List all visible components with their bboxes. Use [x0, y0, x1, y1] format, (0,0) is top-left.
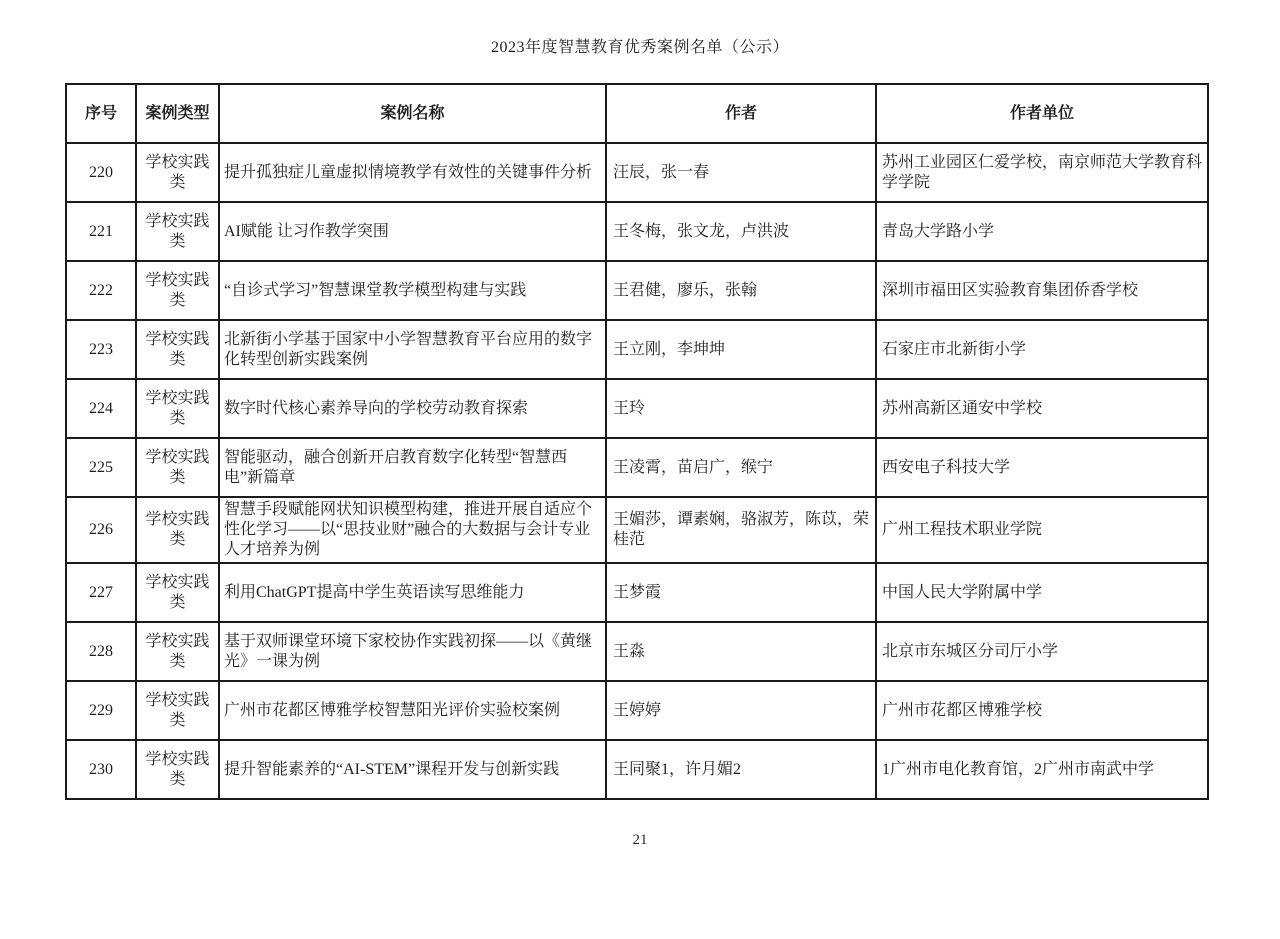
table-row — [66, 438, 1208, 497]
cell-organization: 苏州工业园区仁爱学校，南京师范大学教育科学学院 — [876, 143, 1208, 202]
table-row — [66, 202, 1208, 261]
table-row — [66, 740, 1208, 799]
cell-serial: 228 — [66, 622, 136, 681]
cell-case-name: 数字时代核心素养导向的学校劳动教育探索 — [219, 379, 606, 438]
col-header-case-type: 案例类型 — [136, 84, 219, 143]
cell-case-type: 学校实践类 — [136, 320, 219, 379]
cell-authors: 王淼 — [606, 622, 876, 681]
table-row — [66, 143, 1208, 202]
cell-case-name: 智能驱动，融合创新开启教育数字化转型“智慧西电”新篇章 — [219, 438, 606, 497]
cell-case-name: 提升孤独症儿童虚拟情境教学有效性的关键事件分析 — [219, 143, 606, 202]
cell-organization: 石家庄市北新街小学 — [876, 320, 1208, 379]
table-row — [66, 497, 1208, 563]
cell-authors: 王媚莎，谭素娴，骆淑芳，陈苡，荣桂范 — [606, 497, 876, 563]
cell-serial: 221 — [66, 202, 136, 261]
cell-organization: 广州工程技术职业学院 — [876, 497, 1208, 563]
cell-serial: 230 — [66, 740, 136, 799]
page-number: 21 — [632, 832, 648, 848]
cell-case-name: 北新街小学基于国家中小学智慧教育平台应用的数字化转型创新实践案例 — [219, 320, 606, 379]
cell-authors: 王凌霄，苗启广，缑宁 — [606, 438, 876, 497]
col-header-case-name: 案例名称 — [219, 84, 606, 143]
table-row — [66, 681, 1208, 740]
cell-case-type: 学校实践类 — [136, 497, 219, 563]
cell-case-name: 基于双师课堂环境下家校协作实践初探——以《黄继光》一课为例 — [219, 622, 606, 681]
cell-case-type: 学校实践类 — [136, 379, 219, 438]
cell-case-type: 学校实践类 — [136, 563, 219, 622]
cell-organization: 青岛大学路小学 — [876, 202, 1208, 261]
cell-case-type: 学校实践类 — [136, 622, 219, 681]
cell-organization: 苏州高新区通安中学校 — [876, 379, 1208, 438]
cell-case-name: 智慧手段赋能网状知识模型构建，推进开展自适应个性化学习——以“思技业财”融合的大数据与会计专业人才培养为例 — [219, 497, 606, 563]
cell-case-name: AI赋能 让习作教学突围 — [219, 202, 606, 261]
table-row — [66, 563, 1208, 622]
cell-case-type: 学校实践类 — [136, 740, 219, 799]
col-header-serial: 序号 — [66, 84, 136, 143]
cell-case-type: 学校实践类 — [136, 438, 219, 497]
cell-serial: 227 — [66, 563, 136, 622]
cell-authors: 王梦霞 — [606, 563, 876, 622]
table-row — [66, 622, 1208, 681]
cell-case-name: 广州市花都区博雅学校智慧阳光评价实验校案例 — [219, 681, 606, 740]
col-header-organization: 作者单位 — [876, 84, 1208, 143]
cell-serial: 229 — [66, 681, 136, 740]
cell-organization: 深圳市福田区实验教育集团侨香学校 — [876, 261, 1208, 320]
col-header-authors: 作者 — [606, 84, 876, 143]
cell-serial: 222 — [66, 261, 136, 320]
cell-organization: 北京市东城区分司厅小学 — [876, 622, 1208, 681]
cell-case-name: 提升智能素养的“AI-STEM”课程开发与创新实践 — [219, 740, 606, 799]
cell-case-type: 学校实践类 — [136, 143, 219, 202]
table-header-row — [66, 84, 1208, 143]
cell-case-type: 学校实践类 — [136, 261, 219, 320]
table-body — [66, 143, 1208, 799]
cell-serial: 226 — [66, 497, 136, 563]
cell-case-name: “自诊式学习”智慧课堂教学模型构建与实践 — [219, 261, 606, 320]
cell-authors: 王立刚，李坤坤 — [606, 320, 876, 379]
cell-authors: 王冬梅，张文龙，卢洪波 — [606, 202, 876, 261]
cell-authors: 王同聚1，许月媚2 — [606, 740, 876, 799]
table-row — [66, 261, 1208, 320]
cell-organization: 广州市花都区博雅学校 — [876, 681, 1208, 740]
cases-table — [65, 83, 1209, 800]
cell-case-type: 学校实践类 — [136, 202, 219, 261]
cell-organization: 西安电子科技大学 — [876, 438, 1208, 497]
table-row — [66, 379, 1208, 438]
table-row — [66, 320, 1208, 379]
cell-serial: 220 — [66, 143, 136, 202]
document-page — [0, 34, 1280, 939]
cell-organization: 1广州市电化教育馆，2广州市南武中学 — [876, 740, 1208, 799]
cell-case-name: 利用ChatGPT提高中学生英语读写思维能力 — [219, 563, 606, 622]
page-title: 2023年度智慧教育优秀案例名单（公示） — [490, 39, 789, 56]
cell-authors: 王玲 — [606, 379, 876, 438]
cell-serial: 224 — [66, 379, 136, 438]
cell-authors: 汪辰，张一春 — [606, 143, 876, 202]
cell-serial: 225 — [66, 438, 136, 497]
cell-authors: 王婷婷 — [606, 681, 876, 740]
cell-case-type: 学校实践类 — [136, 681, 219, 740]
cell-serial: 223 — [66, 320, 136, 379]
cell-authors: 王君健，廖乐，张翰 — [606, 261, 876, 320]
cell-organization: 中国人民大学附属中学 — [876, 563, 1208, 622]
